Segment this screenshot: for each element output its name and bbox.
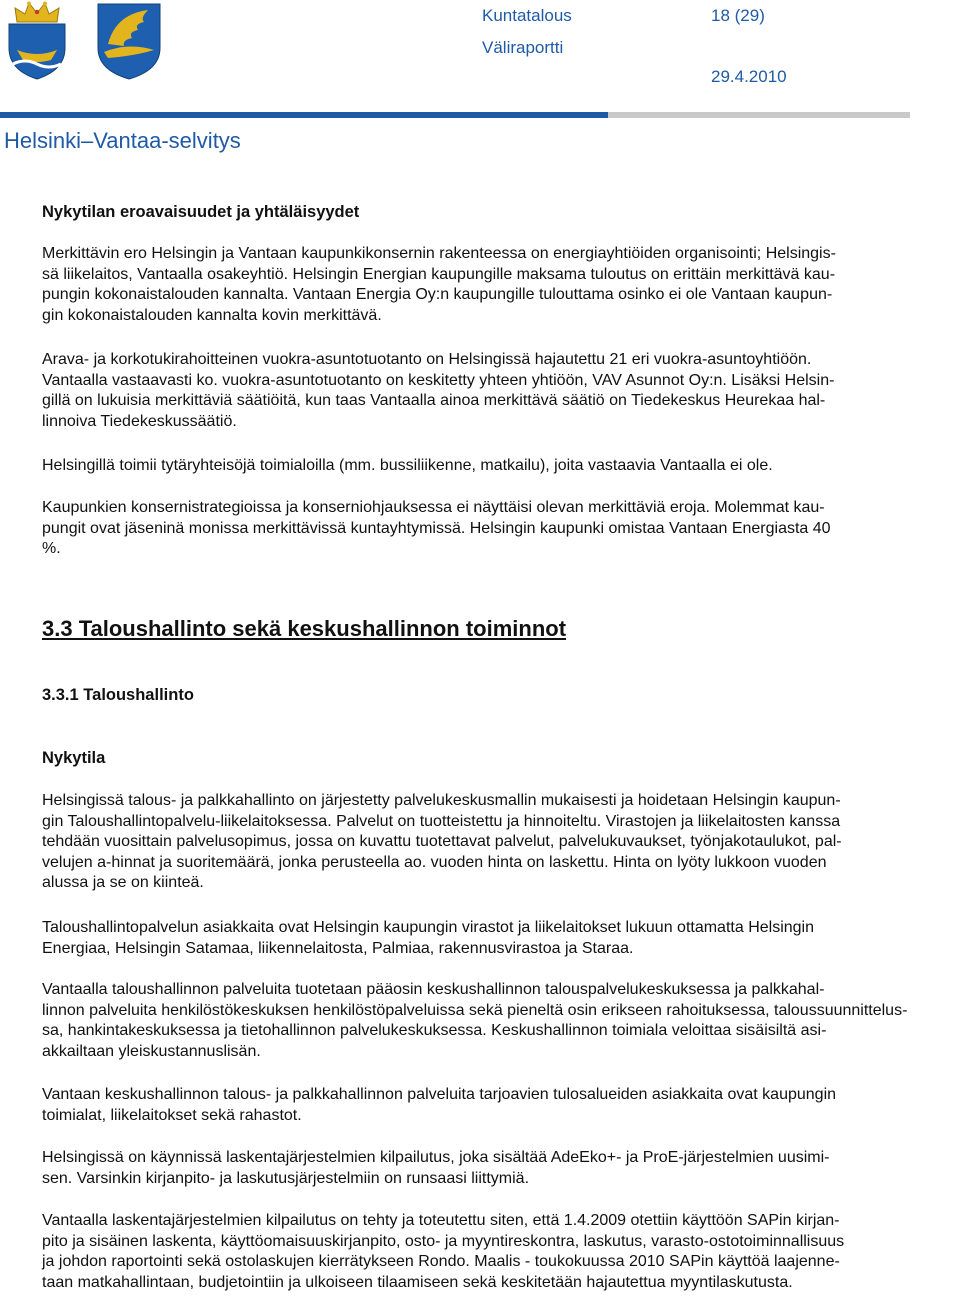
text-line: alussa ja se on kiinteä. [42, 874, 204, 891]
text-line: tehdään vuosittain palvelusopimus, jossa on kuvattu tuotettavat palvelut, palvelukuvaukset, työnjakotaulukot, pal- [42, 833, 842, 850]
text-line: Vantaan keskushallinnon talous- ja palkkahallinnon palveluita tarjoavien tulosalueiden asiakkaita ovat kaupungin [42, 1086, 837, 1103]
crown-icon [15, 2, 59, 23]
text-line: Helsingissä talous- ja palkkahallinto on järjestetty palvelukeskusmallin mukaisesti ja hoidetaan Helsingin kaupun- [42, 792, 841, 809]
document-title: Helsinki–Vantaa-selvitys [4, 128, 241, 153]
text-line: gillä on lukuisia merkittäviä säätiöitä, kun taas Vantaalla ainoa merkittävä säätiö on Tiedekeskus Heurekaa hal- [42, 392, 826, 409]
text-line: Energiaa, Helsingin Satamaa, liikennelaitosta, Palmiaa, rakennusvirastoa ja Staraa. [42, 939, 634, 957]
text-line: Helsingissä on käynnissä laskentajärjestelmien kilpailutus, joka sisältää AdeEko+- ja ProE-järjestelmien uusimi- [42, 1149, 830, 1166]
text-line: Helsingillä toimii tytäryhteisöjä toimialoilla (mm. bussiliikenne, matkailu), joita vastaavia Vantaalla ei ole. [42, 457, 773, 474]
text-line: sä liikelaitos, Vantaalla osakeyhtiö. Helsingin Energian kaupungille maksama tuloutus on erittäin merkittävä kau- [42, 265, 836, 283]
header-report-type: Väliraportti [482, 38, 564, 57]
paragraph-energy [42, 244, 954, 326]
paragraph-housing [42, 350, 954, 432]
paragraph-finance-clients [42, 918, 954, 959]
paragraph-subsidiaries [42, 456, 954, 477]
text-line: Taloushallintopalvelun asiakkaita ovat Helsingin kaupungin virastot ja liikelaitokset lukuun ottamatta Helsingin [42, 919, 814, 936]
heading-nykytila: Nykytila [42, 749, 106, 767]
text-line: sa, hankintakeskuksessa ja tietohallinnon palvelukeskuksessa. Keskushallinnon toimiala veloittaa sisäisiltä asi- [42, 1022, 827, 1039]
text-line: velujen a-hinnat ja suoritemäärä, jonka perusteella ao. vuoden hinta on laskettu. Hinta on lyöty lukkoon vuoden [42, 853, 827, 871]
paragraph-vantaa-systems [42, 1211, 954, 1293]
text-line: %. [42, 540, 61, 557]
subsection-heading-3-3-1: 3.3.1 Taloushallinto [42, 686, 194, 704]
text-line: Vantaalla vastaavasti ko. vuokra-asuntotuotanto on keskitetty yhteen yhtiöön, VAV Asunnot Oy:n. Lisäksi Helsin- [42, 371, 835, 389]
text-line: Merkittävin ero Helsingin ja Vantaan kaupunkikonsernin rakenteessa on energiayhtiöiden organisointi; Helsingis- [42, 245, 836, 262]
text-line: pungin kokonaistalouden kannalta. Vantaan Energia Oy:n kaupungille tulouttama osinko ei ole Vantaan kaupun- [42, 286, 833, 303]
text-line: pito ja sisäinen laskenta, käyttöomaisuuskirjanpito, osto- ja myyntireskontra, laskutus, varasto-ostotoiminnallisuus [42, 1232, 845, 1250]
text-line: toimialat, liikelaitokset sekä rahastot. [42, 1106, 302, 1124]
paragraph-helsinki-finance [42, 791, 954, 894]
text-line: Arava- ja korkotukirahoitteinen vuokra-asuntotuotanto on Helsingissä hajautettu 21 eri vuokra-asuntoyhtiöön. [42, 351, 812, 368]
vantaa-crest-logo [94, 0, 164, 80]
header-date: 29.4.2010 [711, 67, 787, 86]
text-line: sen. Varsinkin kirjanpito- ja laskutusjärjestelmiin on runsaasi liittymiä. [42, 1169, 530, 1187]
text-line: gin kokonaistalouden kannalta kovin merkittävä. [42, 306, 382, 324]
header-org: Kuntatalous [482, 6, 572, 25]
text-line: akkailtaan yleiskustannuslisän. [42, 1042, 261, 1060]
section-heading-3-3: 3.3 Taloushallinto sekä keskushallinnon toiminnot [42, 616, 567, 641]
text-line: linnoiva Tiedekeskussäätiö. [42, 412, 237, 430]
header-rule-blue [0, 112, 608, 118]
paragraph-vantaa-clients [42, 1085, 954, 1126]
text-line: gin Taloushallintopalvelu-liikelaitoksessa. Palvelut on tuotteistettu ja hinnoiteltu. Virastojen ja liikelaitosten kanssa [42, 812, 841, 830]
text-line: Kaupunkien konsernistrategioissa ja konserniohjauksessa ei näyttäisi olevan merkittäviä eroja. Molemmat kau- [42, 499, 825, 516]
header-rule-grey [608, 112, 910, 118]
helsinki-crest-logo [3, 0, 71, 80]
text-line: ja johdon raportointi sekä ostolaskujen kierrätykseen Rondo. Maalis - toukokuussa 2010 SAPin käyttöä laajenne- [42, 1253, 840, 1270]
text-line: taan matkahallintaan, budjetointiin ja ulkoiseen tilaamiseen sekä keskitetään hajautettua myyntilaskutusta. [42, 1273, 793, 1291]
header-page-number: 18 (29) [711, 6, 765, 25]
section-heading-nykytilan: Nykytilan eroavaisuudet ja yhtäläisyydet [42, 203, 360, 221]
text-line: Vantaalla taloushallinnon palveluita tuotetaan pääosin keskushallinnon talouspalvelukeskuksessa ja palkkahal- [42, 981, 825, 998]
text-line: pungit ovat jäseninä monissa merkittävissä kuntayhtymissä. Helsingin kaupunki omistaa Vantaan Energiasta 40 [42, 519, 831, 537]
text-line: Vantaalla laskentajärjestelmien kilpailutus on tehty ja toteutettu siten, että 1.4.2009 otettiin käyttöön SAPin kirjan- [42, 1212, 840, 1229]
paragraph-vantaa-finance [42, 980, 954, 1062]
text-line: linnon palveluita henkilöstökeskuksen henkilöstöpalveluissa sekä pieneltä osin erikseen rahoituksessa, taloussuunnittelus- [42, 1001, 908, 1019]
paragraph-group-strategy [42, 498, 954, 560]
paragraph-helsinki-systems [42, 1148, 954, 1189]
